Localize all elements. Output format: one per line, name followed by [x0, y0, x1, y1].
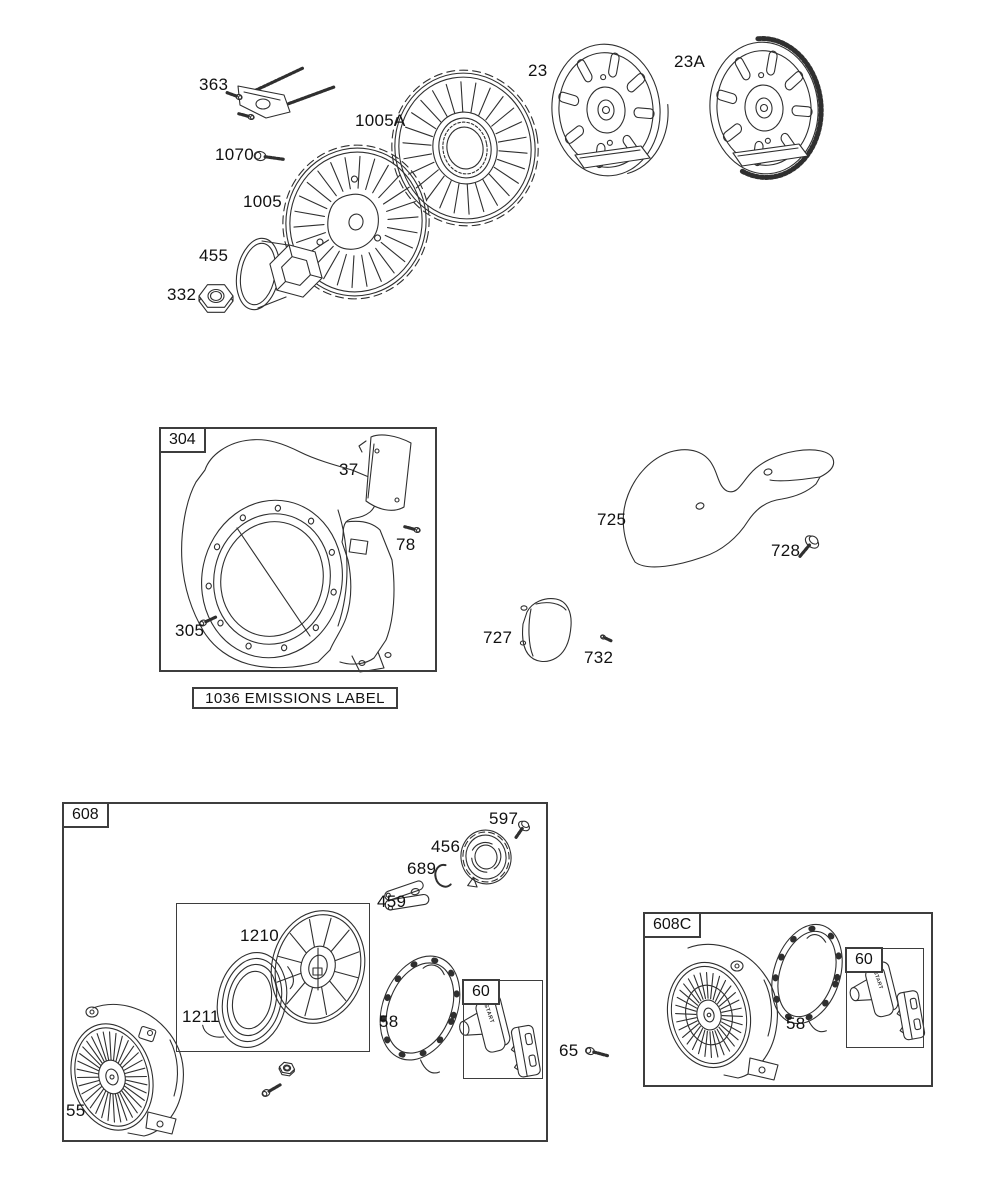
- callout-725: 725: [597, 510, 627, 529]
- callout-363: 363: [199, 75, 229, 94]
- group-box-60-label: 60: [462, 979, 500, 1005]
- callout-1211: 1211: [182, 1007, 220, 1026]
- callout-1005a: 1005A: [355, 111, 406, 130]
- callout-1210: 1210: [240, 926, 280, 945]
- callout-1070: 1070: [215, 145, 255, 164]
- screw-732: [600, 634, 613, 643]
- callout-23: 23: [528, 61, 548, 80]
- callout-728: 728: [771, 541, 801, 560]
- callout-459: 459: [377, 892, 407, 911]
- bolt-1070: [254, 151, 284, 164]
- callout-58c: 58: [786, 1014, 806, 1033]
- callout-597: 597: [489, 809, 519, 828]
- callout-456: 456: [431, 837, 461, 856]
- callout-689: 689: [407, 859, 437, 878]
- flywheel-puller-363: [226, 68, 334, 120]
- callout-65: 65: [559, 1041, 579, 1060]
- callout-732: 732: [584, 648, 614, 667]
- flywheel-ring-gear-23a: [704, 34, 827, 182]
- screw-65: [585, 1046, 609, 1059]
- callout-58: 58: [379, 1012, 399, 1031]
- emissions-label-box: [192, 687, 398, 709]
- callout-1005: 1005: [243, 192, 283, 211]
- callout-55: 55: [66, 1101, 86, 1120]
- callout-727: 727: [483, 628, 513, 647]
- callout-23a: 23A: [674, 52, 706, 71]
- emissions-label-text: 1036 EMISSIONS LABEL: [205, 689, 385, 707]
- callout-37: 37: [339, 460, 359, 479]
- starter-cover-727: [520, 599, 571, 662]
- group-box-60: [463, 980, 543, 1079]
- flange-nut-332: [199, 285, 233, 313]
- callout-305: 305: [175, 621, 205, 640]
- flywheel-23: [546, 39, 673, 180]
- callout-455: 455: [199, 246, 229, 265]
- starter-cup-455: [231, 235, 322, 313]
- group-box-304-label: 304: [159, 427, 206, 453]
- group-box-608c-label: 608C: [643, 912, 701, 938]
- callout-332: 332: [167, 285, 197, 304]
- flywheel-fan-1005a: [380, 59, 551, 238]
- group-box-60c: [846, 948, 924, 1048]
- group-box-60c-label: 60: [845, 947, 883, 973]
- group-box-608-label: 608: [62, 802, 109, 828]
- callout-78: 78: [396, 535, 416, 554]
- blower-housing-guard-725: [623, 450, 833, 567]
